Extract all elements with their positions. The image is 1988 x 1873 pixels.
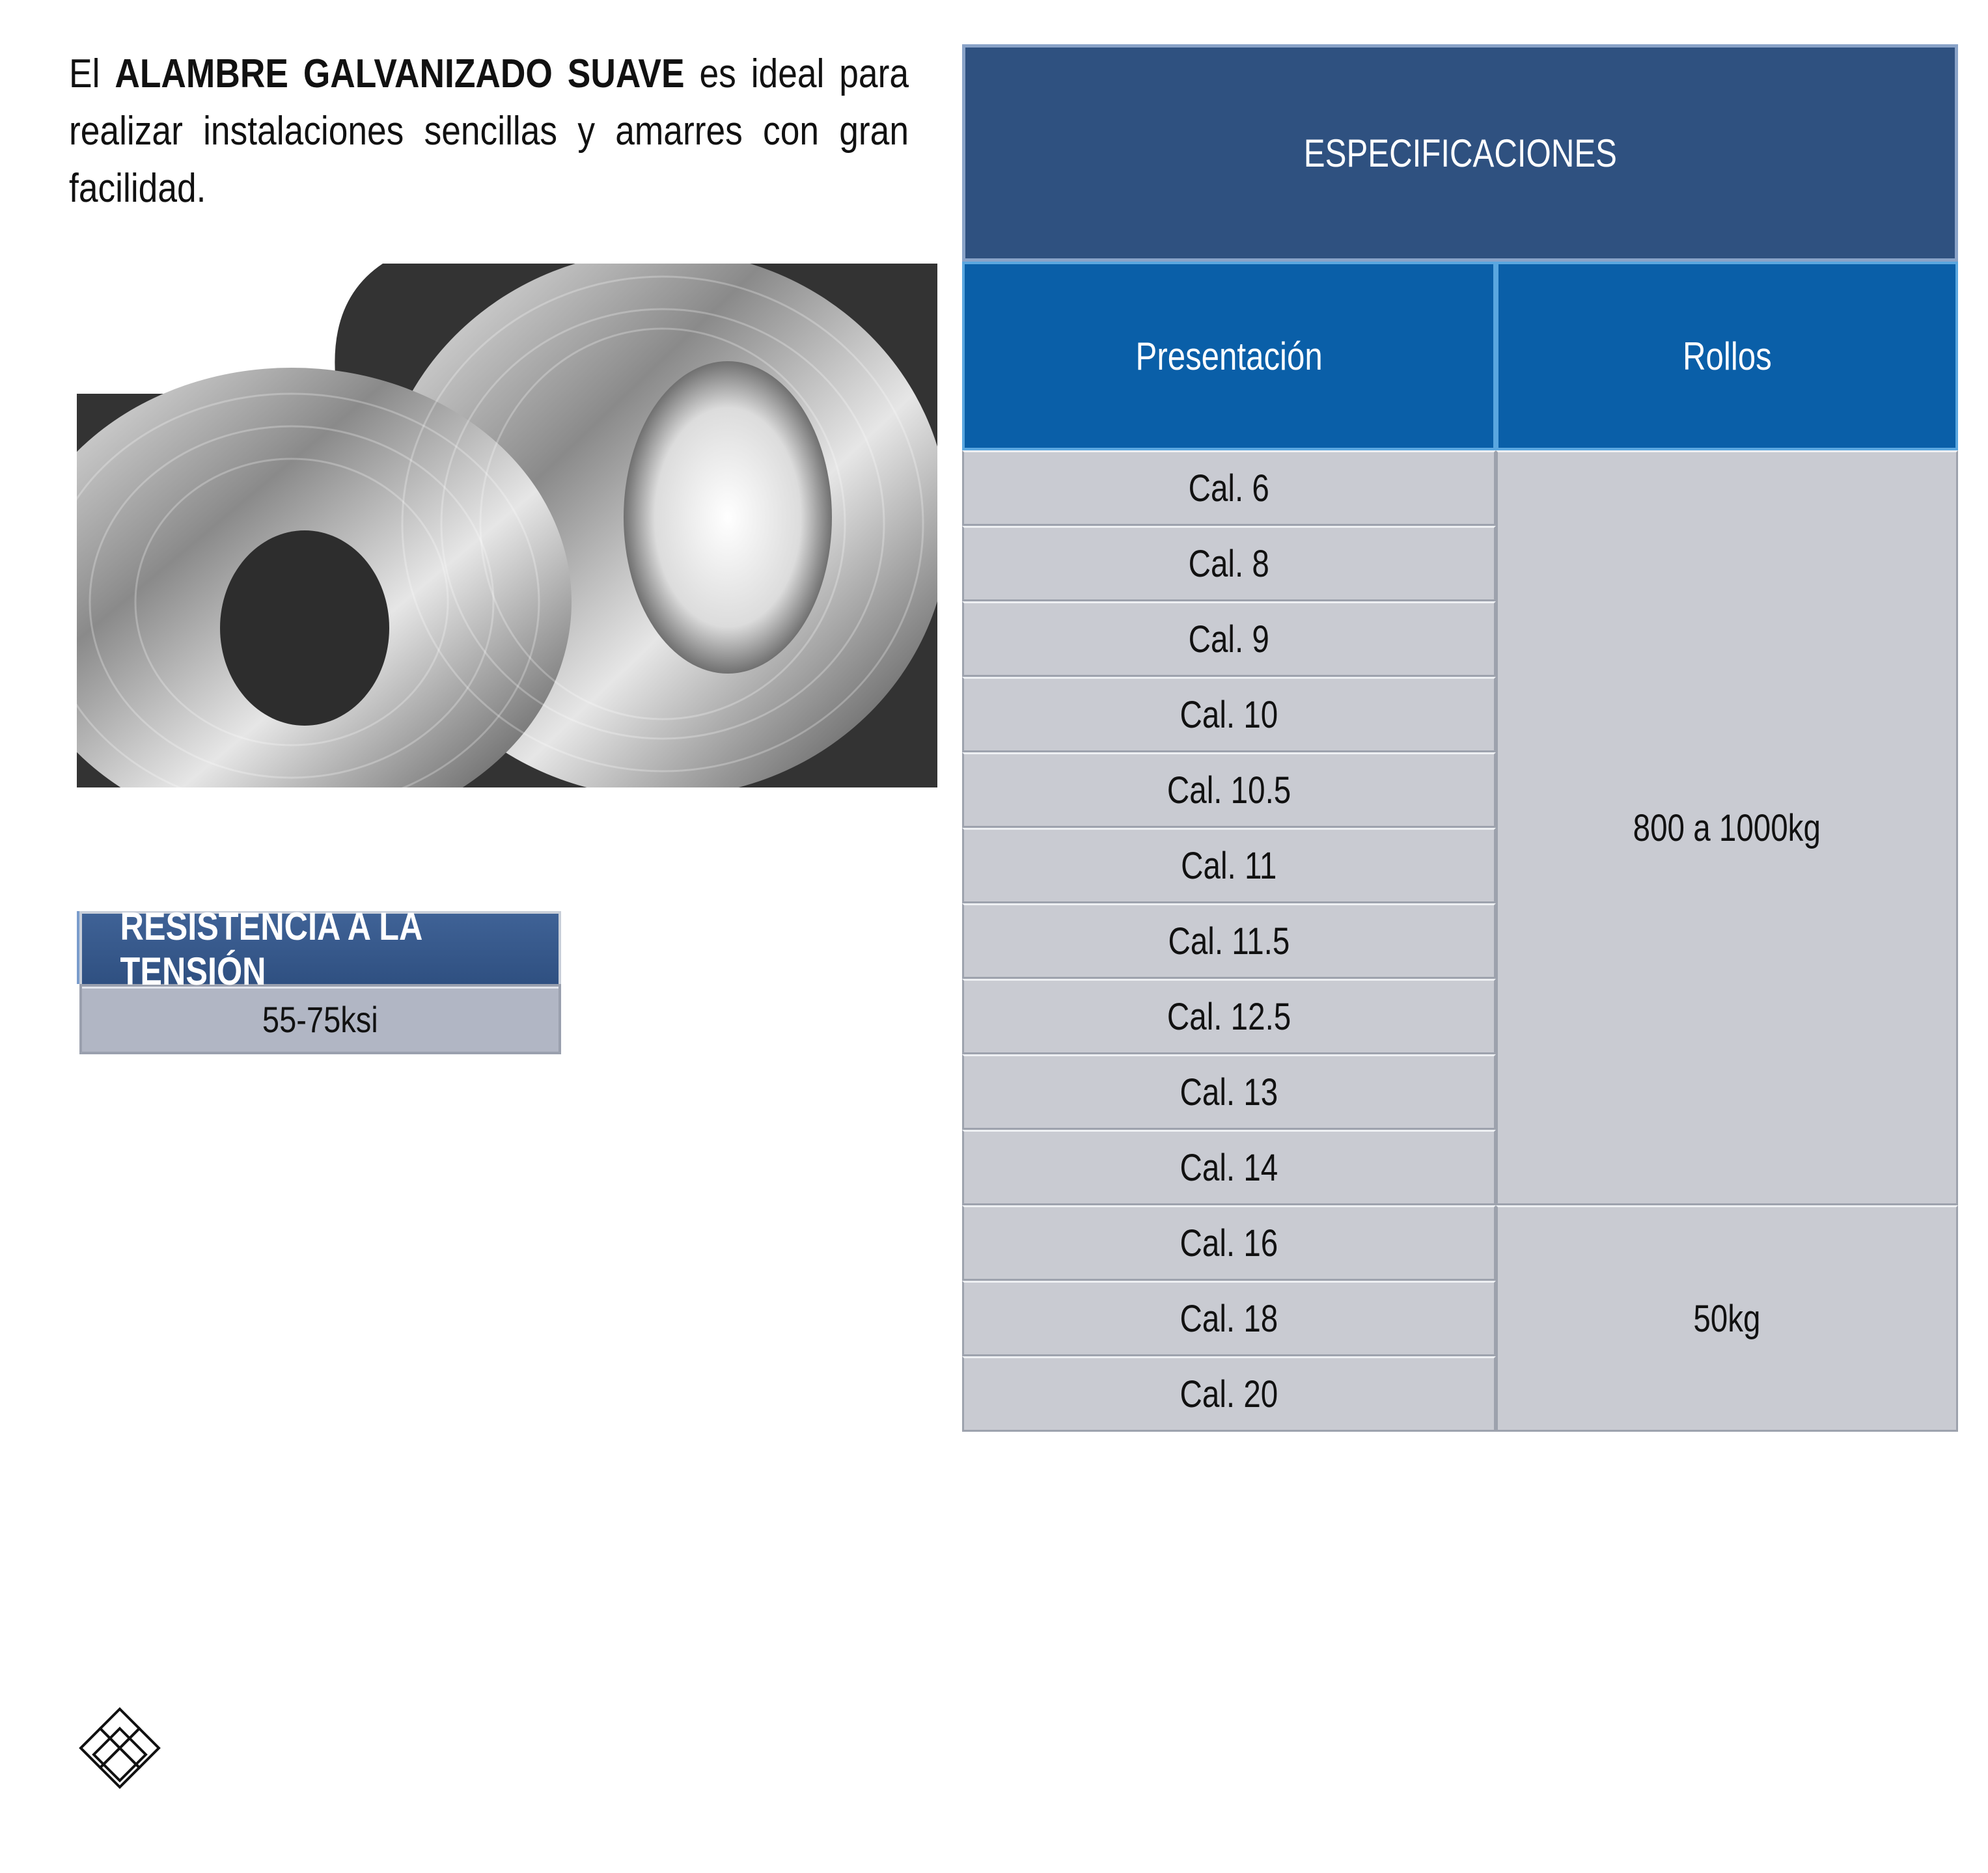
diamond-logo-icon xyxy=(68,1702,173,1803)
table-row: Cal. 20 xyxy=(962,1356,1496,1432)
table-row: Cal. 14 xyxy=(962,1130,1496,1205)
wire-coils-photo xyxy=(77,264,937,787)
table-row: Cal. 8 xyxy=(962,526,1496,601)
table-header-row xyxy=(962,262,1958,450)
header-presentation: Presentación xyxy=(962,262,1496,450)
table-row: Cal. 11.5 xyxy=(962,903,1496,979)
table-row: Cal. 12.5 xyxy=(962,979,1496,1054)
table-row: Cal. 16 xyxy=(962,1205,1496,1281)
presentation-column xyxy=(962,450,1496,1432)
rolls-cell-small: 50kg xyxy=(1496,1205,1958,1432)
rolls-cell-large: 800 a 1000kg xyxy=(1496,450,1958,1205)
header-rolls: Rollos xyxy=(1496,262,1958,450)
tensile-strength-value: 55-75ksi xyxy=(79,984,561,1054)
specifications-title: ESPECIFICACIONES xyxy=(962,44,1958,262)
intro-prefix: El xyxy=(69,51,100,96)
tensile-strength-label: RESISTENCIA A LA TENSIÓN xyxy=(79,911,561,984)
table-row: Cal. 11 xyxy=(962,828,1496,903)
rolls-column xyxy=(1496,450,1958,1432)
table-row: Cal. 6 xyxy=(962,450,1496,526)
intro-paragraph xyxy=(69,46,909,217)
specifications-table xyxy=(962,44,1958,1432)
intro-suffix: es ideal para realizar instalaciones sencillas y amarres con gran facilidad. xyxy=(69,51,909,211)
table-row: Cal. 13 xyxy=(962,1054,1496,1130)
table-row: Cal. 10 xyxy=(962,677,1496,752)
table-row: Cal. 18 xyxy=(962,1281,1496,1356)
table-row: Cal. 10.5 xyxy=(962,752,1496,828)
product-name: ALAMBRE GALVANIZADO SUAVE xyxy=(115,51,685,96)
table-row: Cal. 9 xyxy=(962,601,1496,677)
tensile-strength-box xyxy=(79,905,561,1054)
